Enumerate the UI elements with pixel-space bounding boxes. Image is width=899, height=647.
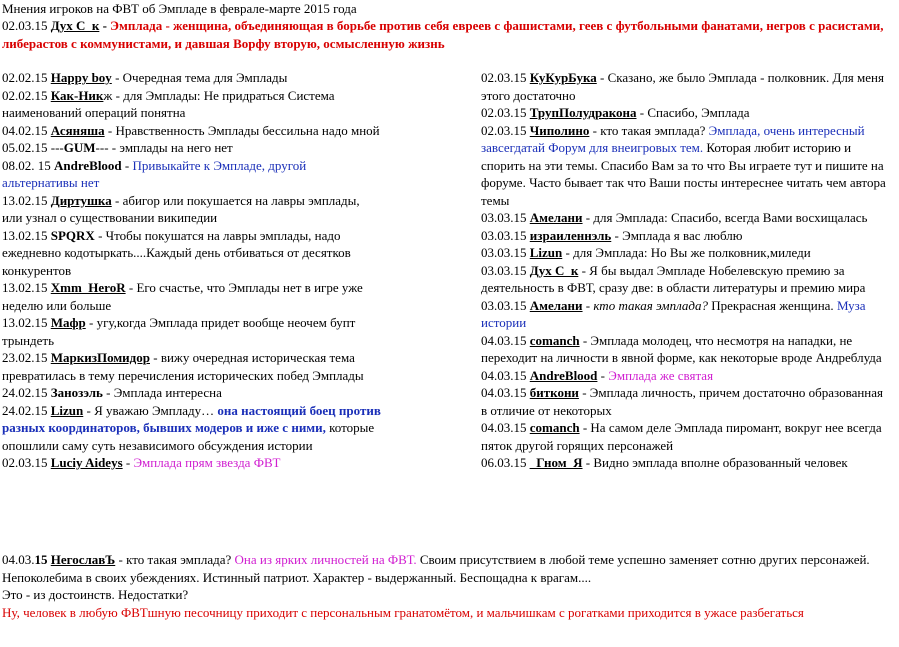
text-run: 13.02.15 <box>2 315 51 330</box>
top-note-entry <box>2 17 892 52</box>
text-run: - Эмплада молодец, что несмотря на нападки, не переходит на личности в явной форме, как некоторые вроде Андреблуда <box>481 332 882 365</box>
comment-entry <box>481 244 891 262</box>
author-nick: Happy boy <box>50 70 112 85</box>
author-nick: Lizun <box>50 402 84 418</box>
text-run: - Видно эмплада вполне образованный человек <box>582 455 848 470</box>
text-run: - На самом деле Эмплада пиромант, вокруг нее всегда пяток другой горящих персонажей <box>481 420 882 453</box>
text-run: 03.03.15 <box>481 210 530 225</box>
text-run: Эмплада, очень интересный завсегдатай Форум для внеигровых тем. <box>481 122 865 155</box>
text-run: ж - для Эмплады: Не придраться Система наименований операций понятна <box>2 87 335 120</box>
author-nick: comanch <box>529 420 580 435</box>
text-run: она настоящий боец против разных координаторов, бывших модеров и иже с ними, <box>2 402 381 435</box>
text-run: 02.03.15 <box>2 455 51 470</box>
text-run: 04.03.15 <box>481 420 530 435</box>
bottom-note <box>2 551 896 621</box>
comment-entry <box>2 349 382 384</box>
text-run: Это - из достоинств. Недостатки? <box>2 587 189 602</box>
text-run: 02.03.15 <box>481 105 530 120</box>
text-run: 02.03.15 <box>2 18 51 33</box>
comment-entry <box>481 384 891 419</box>
text-run: Эмплада - женщина, объединяющая в борьбе против себя евреев с фашистами, геев с футбольными фанатами, негров с расистами, либерастов с коммунистами, и давшая Ворфу вторую, осмысленную жизнь <box>2 18 884 51</box>
text-run: Муза истории <box>481 297 866 330</box>
comment-entry <box>481 69 891 104</box>
text-run: - Сказано, же было Эмплада - полковник. Для меня этого достаточно <box>481 70 884 103</box>
comment-entry <box>481 332 891 367</box>
text-run: 23.02.15 <box>2 350 51 365</box>
author-nick: ТрупПолудракона <box>529 105 637 120</box>
text-run: - Спасибо, Эмплада <box>636 105 750 120</box>
text-run: Она из ярких личностей на ФВТ. <box>234 552 417 567</box>
text-run: 02.03.15 <box>481 122 530 138</box>
text-run: - Его счастье, что Эмплады нет в игре уже неделю или больше <box>2 280 363 313</box>
author-nick: Чиполино <box>529 122 590 138</box>
text-run: 02.03.15 <box>481 70 530 85</box>
comment-entry <box>2 402 382 455</box>
text-run: 04.03.15 <box>481 367 530 383</box>
text-run: 13.02.15 <box>2 227 51 243</box>
author-nick: Асяняша <box>50 122 105 138</box>
comment-entry <box>481 104 891 122</box>
author-nick: КуКурБука <box>529 70 597 85</box>
text-run: - <box>121 157 133 173</box>
text-run: 08.02. 15 <box>2 157 54 173</box>
right-column <box>481 69 891 472</box>
left-column <box>2 69 382 472</box>
text-run: 13.02.15 <box>2 192 51 208</box>
author-nick: _Гном_Я <box>529 455 583 470</box>
text-run: 02.02.15 <box>2 87 51 103</box>
text-run: 03.03.15 <box>481 262 530 278</box>
comment-entry <box>2 586 896 604</box>
text-run: - абигор или покушается на лавры эмплады, или узнал о существовании википедии <box>2 192 360 225</box>
comment-entry <box>2 454 382 472</box>
text-run: - кто такая эмплада? <box>589 122 709 138</box>
author-nick: Мафр <box>50 315 86 330</box>
text-run: - <box>122 455 134 470</box>
text-run: 02.02.15 <box>2 70 51 85</box>
comment-entry <box>2 87 382 122</box>
comment-entry <box>2 192 382 227</box>
text-run: Привыкайте к Эмпладе, другой альтернативы нет <box>2 157 307 190</box>
text-run: - Нравственность Эмплады бессильна надо мной <box>104 122 380 138</box>
comment-entry <box>2 69 382 87</box>
text-run: Эмплада же святая <box>608 367 714 383</box>
comment-entry <box>2 314 382 349</box>
author-nick: МаркизПомидор <box>50 350 150 365</box>
text-run: кто такая эмплада? <box>593 297 708 313</box>
comment-entry <box>481 122 891 210</box>
text-run: - Эмплада я вас люблю <box>611 227 743 243</box>
text-run: - Я бы выдал Эмпладе Нобелевскую премию за деятельность в ФВТ, сразу две: в области литературы и премию мира <box>481 262 866 295</box>
comment-entry <box>481 209 891 227</box>
author-nick: Как-Ник <box>50 87 104 103</box>
text-run: - <box>582 297 594 313</box>
comment-entry <box>481 454 891 472</box>
comment-entry <box>2 227 382 280</box>
author-nick: Амелани <box>529 297 583 313</box>
page-title: Мнения игроков на ФВТ об Эмпладе в феврале-марте 2015 года <box>2 1 357 16</box>
text-run: Ну, человек в любую ФВТшную песочницу приходит с персональным гранатомётом, и мальчишкам с рогатками приходится в ужасе разбегаться <box>2 604 804 620</box>
author-nick: Диртушка <box>50 192 112 208</box>
comment-entry <box>2 604 896 622</box>
author-nick: Luciy Aideys <box>50 455 123 470</box>
text-run: - <box>99 18 111 33</box>
text-run: 04.03.15 <box>481 385 530 400</box>
text-run: 03.03.15 <box>481 245 530 260</box>
text-run: GUM <box>63 140 96 155</box>
text-run: 24.02.15 <box>2 402 51 418</box>
comment-entry <box>481 367 891 385</box>
text-run: - кто такая эмплада? <box>115 552 235 567</box>
text-run: Эмплада прям звезда ФВТ <box>133 455 281 470</box>
text-run: - угу,когда Эмплада придет вообще неочем бупт трындеть <box>2 315 356 348</box>
text-run: 04.03.15 <box>481 332 530 348</box>
text-run: 24.02.15 <box>2 385 51 400</box>
text-run: 04.02.15 <box>2 122 51 138</box>
comment-entry <box>2 139 382 157</box>
text-run: - вижу очередная историческая тема превратилась в тему перечисления исторических побед Эмплады <box>2 350 364 383</box>
text-run: 06.03.15 <box>481 455 530 470</box>
author-nick: AndreBlood <box>529 367 598 383</box>
comment-entry <box>2 157 382 192</box>
author-nick: израиленнэль <box>529 227 612 243</box>
text-run: - Чтобы покушатся на лавры эмплады, надо ежедневно кодотыркать....Каждый день отбиваться от десятков конкурентов <box>2 227 351 278</box>
comment-entry <box>2 122 382 140</box>
text-run: - для Эмплада: Но Вы же полковник,миледи <box>562 245 811 260</box>
text-run: которые опошлили саму суть независимого обсуждения истории <box>2 420 375 453</box>
text-run: - <box>597 367 609 383</box>
comment-entry <box>2 384 382 402</box>
text-run: Занозэль <box>50 385 103 400</box>
top-note <box>2 17 892 52</box>
text-run: 13.02.15 <box>2 280 51 295</box>
text-run: - Я уважаю Эмпладу… <box>83 402 218 418</box>
text-run: 03.03.15 <box>481 227 530 243</box>
author-nick: Xmm_HeroR <box>50 280 126 295</box>
author-nick: Дух С_к <box>50 18 100 33</box>
author-nick: comanch <box>529 332 580 348</box>
text-run: - Эмплада личность, причем достаточно образованная в отличие от некоторых <box>481 385 884 418</box>
comment-entry <box>481 227 891 245</box>
author-nick: НегославЪ <box>50 552 116 567</box>
text-run: Своим присутствием в любой теме успешно заменяет сотню других персонажей. Непоколебима в своих убеждениях. Истинный патриот. Характер - выдержанный. Беспощадна к врагам.... <box>2 552 870 585</box>
text-run: Прекрасная женщина. <box>707 297 837 313</box>
text-run: - для Эмплада: Спасибо, всегда Вами восхищалась <box>582 210 868 225</box>
text-run: 03.03.15 <box>481 297 530 313</box>
author-nick: Амелани <box>529 210 583 225</box>
text-run: - Очередная тема для Эмплады <box>111 70 288 85</box>
author-nick: Lizun <box>529 245 563 260</box>
text-run: --- - эмплады на него нет <box>95 140 233 155</box>
text-run: 04.03. <box>2 552 35 567</box>
comment-entry <box>2 551 896 586</box>
text-run: Которая любит историю и спорить на эти темы. Спасибо Вам за то что Вы играете тут и пишите на форуме. Часто бывает так что Ваши посты интереснее читать чем автора темы <box>481 140 886 208</box>
text-run: AndreBlood <box>54 157 122 173</box>
comment-entry <box>481 297 891 332</box>
text-run: SPQRX <box>50 227 95 243</box>
comment-entry <box>481 262 891 297</box>
comment-entry <box>2 279 382 314</box>
text-run: 15 <box>34 552 51 567</box>
author-nick: биткони <box>529 385 579 400</box>
text-run: 05.02.15 --- <box>2 140 64 155</box>
author-nick: Дух С_к <box>529 262 579 278</box>
comment-entry <box>481 419 891 454</box>
text-run: - Эмплада интересна <box>102 385 222 400</box>
